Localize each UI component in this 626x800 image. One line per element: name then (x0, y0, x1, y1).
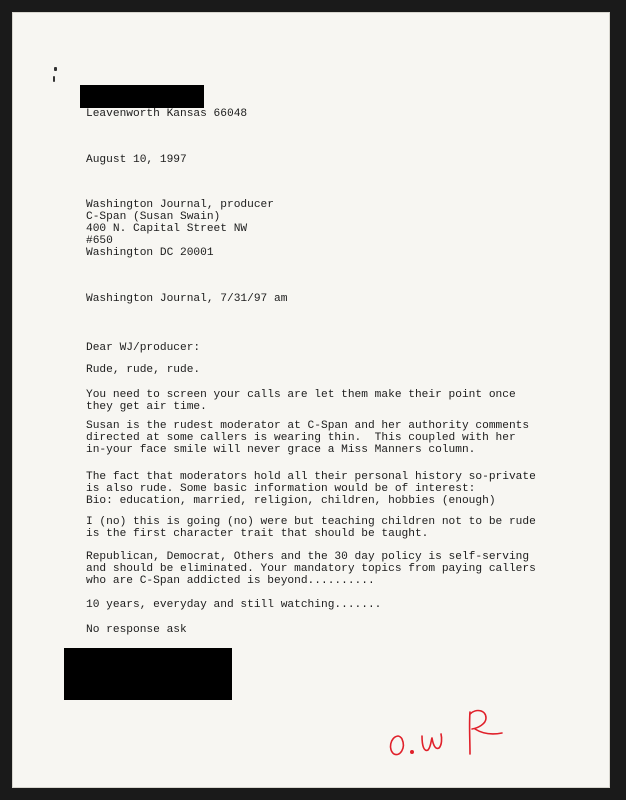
letter-page (12, 12, 610, 788)
body-line: Susan is the rudest moderator at C-Span and her authority comments (86, 420, 530, 432)
body-line: 10 years, everyday and still watching....... (86, 599, 382, 611)
handwritten-stroke (411, 751, 413, 753)
body-line: Rude, rude, rude. (86, 364, 201, 376)
recipient-line: Washington DC 20001 (86, 247, 214, 259)
body-line: Republican, Democrat, Others and the 30 day policy is self-serving (86, 551, 530, 563)
recipient-line: 400 N. Capital Street NW (86, 223, 248, 235)
body-line: and should be eliminated. Your mandatory topics from paying callers (86, 563, 536, 575)
body-line: I (no) this is going (no) were but teaching children not to be rude (86, 516, 536, 528)
recipient-line: C-Span (Susan Swain) (86, 211, 221, 223)
sender-name-redaction (80, 85, 204, 108)
subject-line: Washington Journal, 7/31/97 am (86, 293, 288, 305)
body-line: You need to screen your calls are let them make their point once (86, 389, 516, 401)
body-line: Bio: education, married, religion, children, hobbies (enough) (86, 495, 496, 507)
signature-redaction (64, 648, 232, 700)
recipient-line: Washington Journal, producer (86, 199, 274, 211)
body-line: directed at some callers is wearing thin. This coupled with her (86, 432, 516, 444)
paper-mark (53, 76, 55, 82)
body-line: who are C-Span addicted is beyond.......... (86, 575, 375, 587)
body-line: is also rude. Some basic information would be of interest: (86, 483, 476, 495)
salutation: Dear WJ/producer: (86, 342, 201, 354)
handwritten-stroke (475, 729, 502, 734)
recipient-line: #650 (86, 235, 113, 247)
handwritten-stroke (391, 736, 404, 755)
handwritten-stroke (422, 734, 442, 750)
body-line: is the first character trait that should be taught. (86, 528, 429, 540)
closing-line: No response ask (86, 624, 187, 636)
sender-city-line: Leavenworth Kansas 66048 (86, 108, 248, 120)
body-line: they get air time. (86, 401, 207, 413)
handwritten-stroke (470, 711, 486, 729)
body-line: in-your face smile will never grace a Miss Manners column. (86, 444, 476, 456)
body-line: The fact that moderators hold all their personal history so-private (86, 471, 536, 483)
paper-mark (54, 67, 57, 71)
letter-date: August 10, 1997 (86, 154, 187, 166)
handwritten-initials (380, 692, 540, 772)
